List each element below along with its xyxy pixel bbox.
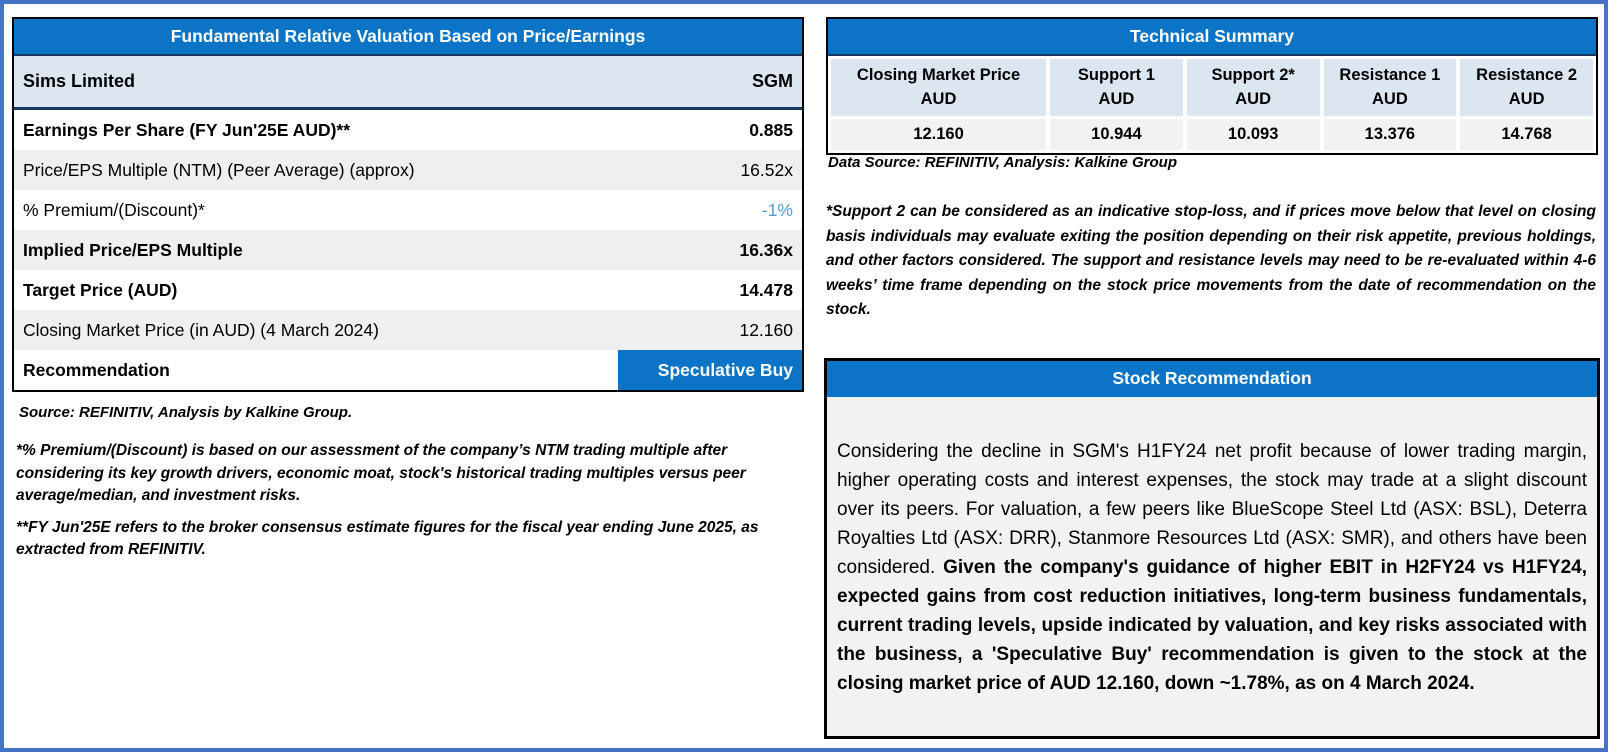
row-label: Target Price (AUD) xyxy=(23,279,178,300)
technical-summary-title: Technical Summary xyxy=(828,19,1596,56)
row-label: % Premium/(Discount)* xyxy=(23,199,205,220)
support-footnote: *Support 2 can be considered as an indicative stop-loss, and if prices move below that level on closing basis individuals may evaluate exiting the position depending on their risk appetite, previous holdings, and other factors considered. The support and resistance levels may need to be re-evaluated within 4-6 weeks’ time frame depending on the stock price movements from the date of recommendation on the stock. xyxy=(826,203,1596,318)
tech-column-label: Resistance 1 xyxy=(1339,66,1441,84)
row-label: Implied Price/EPS Multiple xyxy=(23,239,243,260)
table-row-implied-multiple xyxy=(14,230,802,270)
source-note: Source: REFINITIV, Analysis by Kalkine Group. xyxy=(19,404,353,421)
table-row-recommendation xyxy=(14,350,802,390)
table-row-closing-price xyxy=(14,310,802,350)
tech-column-value: 14.768 xyxy=(1460,119,1593,150)
row-label: Recommendation xyxy=(23,359,170,380)
tech-column-label: Closing Market Price xyxy=(856,66,1021,84)
tech-column-unit: AUD xyxy=(920,90,957,108)
tech-column-unit: AUD xyxy=(1508,90,1545,108)
company-name: Sims Limited xyxy=(23,71,136,91)
technical-summary-table xyxy=(826,17,1598,155)
recommendation-text-bold: Given the company's guidance of higher EBIT in H2FY24 vs H1FY24, expected gains from cost reduction initiatives, long-term business fundamentals, current trading levels, upside indicated by valuation, and key risks associated with the business, a 'Speculative Buy' recommendation is given to the stock at the closing market price of AUD 12.160, down ~1.78%, as on 4 March 2024. xyxy=(837,557,1587,694)
row-label: Earnings Per Share (FY Jun'25E AUD)** xyxy=(23,119,351,140)
tech-column-unit: AUD xyxy=(1372,90,1408,108)
tech-column-value: 13.376 xyxy=(1324,119,1457,150)
row-value: -1% xyxy=(761,199,793,220)
table-row-pe-multiple xyxy=(14,150,802,190)
recommendation-badge: Speculative Buy xyxy=(618,350,802,390)
tech-column-value: 10.093 xyxy=(1187,119,1320,150)
valuation-table xyxy=(12,17,804,392)
ticker-symbol: SGM xyxy=(751,71,793,91)
tech-column-value: 10.944 xyxy=(1050,119,1183,150)
row-value: 16.36x xyxy=(739,239,793,260)
tech-column-value: 12.160 xyxy=(831,119,1046,150)
valuation-company-row xyxy=(14,56,802,110)
table-row-eps xyxy=(14,110,802,150)
tech-column-support-2 xyxy=(1187,59,1320,150)
valuation-table-title: Fundamental Relative Valuation Based on Price/Earnings xyxy=(14,19,802,56)
tech-column-unit: AUD xyxy=(1235,90,1272,108)
recommendation-text-regular: Considering the decline in SGM's H1FY24 net profit because of lower trading margin, higher operating costs and interest expenses, the stock may trade at a slight discount over its peers. For valuation, a few peers like BlueScope Steel Ltd (ASX: BSL), Deterra Royalties Ltd (ASX: DRR), Stanmore Resources Ltd (ASX: SMR), and others have been considered. xyxy=(837,441,1587,578)
table-row-target-price xyxy=(14,270,802,310)
premium-footnote: *% Premium/(Discount) is based on our assessment of the company’s NTM trading multiple after considering its key growth drivers, economic moat, stock's historical trading multiples versus peer average/median, and investment risks. xyxy=(16,442,746,504)
table-row-premium-discount xyxy=(14,190,802,230)
row-value: 0.885 xyxy=(749,119,793,140)
fy-footnote: **FY Jun'25E refers to the broker consensus estimate figures for the fiscal year ending June 2025, as extracted from REFINITIV. xyxy=(16,518,759,558)
stock-recommendation-title: Stock Recommendation xyxy=(827,361,1597,397)
stock-recommendation-text xyxy=(827,397,1597,698)
tech-column-support-1 xyxy=(1050,59,1183,150)
tech-column-resistance-1 xyxy=(1324,59,1457,150)
valuation-footnotes xyxy=(16,402,788,571)
tech-data-source-note: Data Source: REFINITIV, Analysis: Kalkine Group xyxy=(828,154,1177,171)
tech-column-closing-price xyxy=(831,59,1046,150)
tech-column-label: Support 1 xyxy=(1077,66,1155,84)
technical-summary-grid xyxy=(828,56,1596,153)
stock-recommendation-panel xyxy=(824,358,1600,739)
tech-column-label: Support 2* xyxy=(1211,66,1295,84)
tech-column-label: Resistance 2 xyxy=(1476,66,1578,84)
row-value: 16.52x xyxy=(740,159,793,180)
tech-column-unit: AUD xyxy=(1098,90,1135,108)
tech-column-resistance-2 xyxy=(1460,59,1593,150)
row-value: 14.478 xyxy=(739,279,793,300)
row-label: Closing Market Price (in AUD) (4 March 2024) xyxy=(23,319,379,340)
row-label: Price/EPS Multiple (NTM) (Peer Average) (approx) xyxy=(23,159,415,180)
row-value: 12.160 xyxy=(739,319,793,340)
